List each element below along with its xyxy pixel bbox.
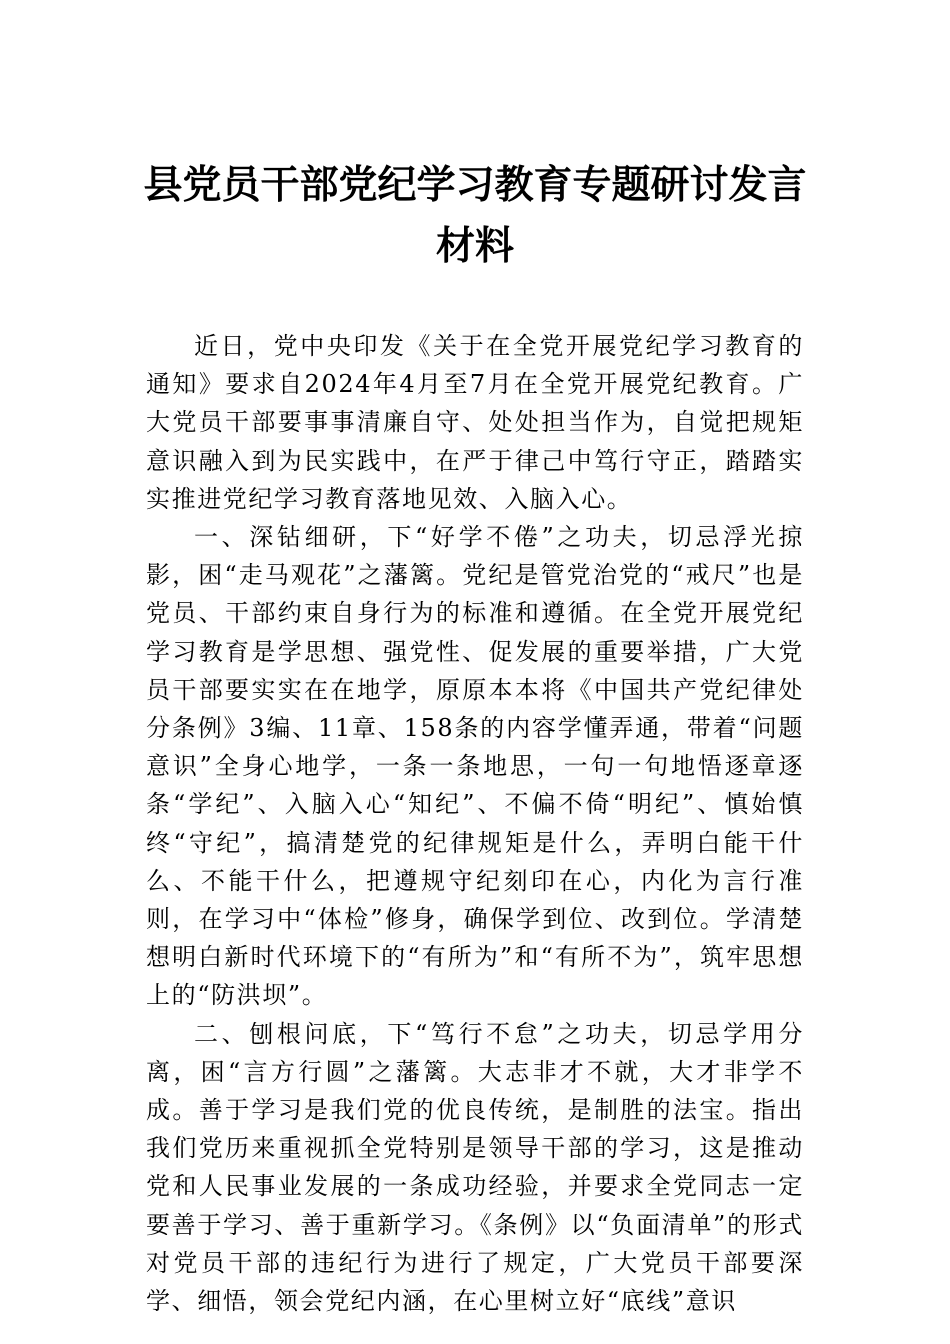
document-body <box>146 327 804 1320</box>
document-title: 县党员干部党纪学习教育专题研讨发言材料 <box>143 162 807 269</box>
paragraph-intro: 近日，党中央印发《关于在全党开展党纪学习教育的通知》要求自2024年4月至7月在全党开展党纪教育。广大党员干部要事事清廉自守、处处担当作为，自觉把规矩意识融入到为民实践中，在严于律己中笃行守正，踏踏实实推进党纪学习教育落地见效、入脑入心。 <box>146 332 804 513</box>
paragraph-section-one: 一、深钻细研，下“好学不倦”之功夫，切忌浮光掠影，困“走马观花”之藩篱。党纪是管党治党的“戒尺”也是党员、干部约束自身行为的标准和遵循。在全党开展党纪学习教育是学思想、强党性、促发展的重要举措，广大党员干部要实实在在地学，原原本本将《中国共产党纪律处分条例》3编、11章、158条的内容学懂弄通，带着“问题意识”全身心地学，一条一条地思，一句一句地悟逐章逐条“学纪”、入脑入心“知纪”、不偏不倚“明纪”、慎始慎终“守纪”，搞清楚党的纪律规矩是什么，弄明白能干什么、不能干什么，把遵规守纪刻印在心，内化为言行准则，在学习中“体检”修身，确保学到位、改到位。学清楚想明白新时代环境下的“有所为”和“有所不为”，筑牢思想上的“防洪坝”。 <box>146 523 804 1010</box>
paragraph-section-two: 二、刨根问底，下“笃行不怠”之功夫，切忌学用分离，困“言方行圆”之藩篱。大志非才不就，大才非学不成。善于学习是我们党的优良传统，是制胜的法宝。指出我们党历来重视抓全党特别是领导干部的学习，这是推动党和人民事业发展的一条成功经验，并要求全党同志一定要善于学习、善于重新学习。《条例》以“负面清单”的形式对党员干部的违纪行为进行了规定，广大党员干部要深学、细悟，领会党纪内涵，在心里树立好“底线”意识 <box>146 1019 804 1316</box>
